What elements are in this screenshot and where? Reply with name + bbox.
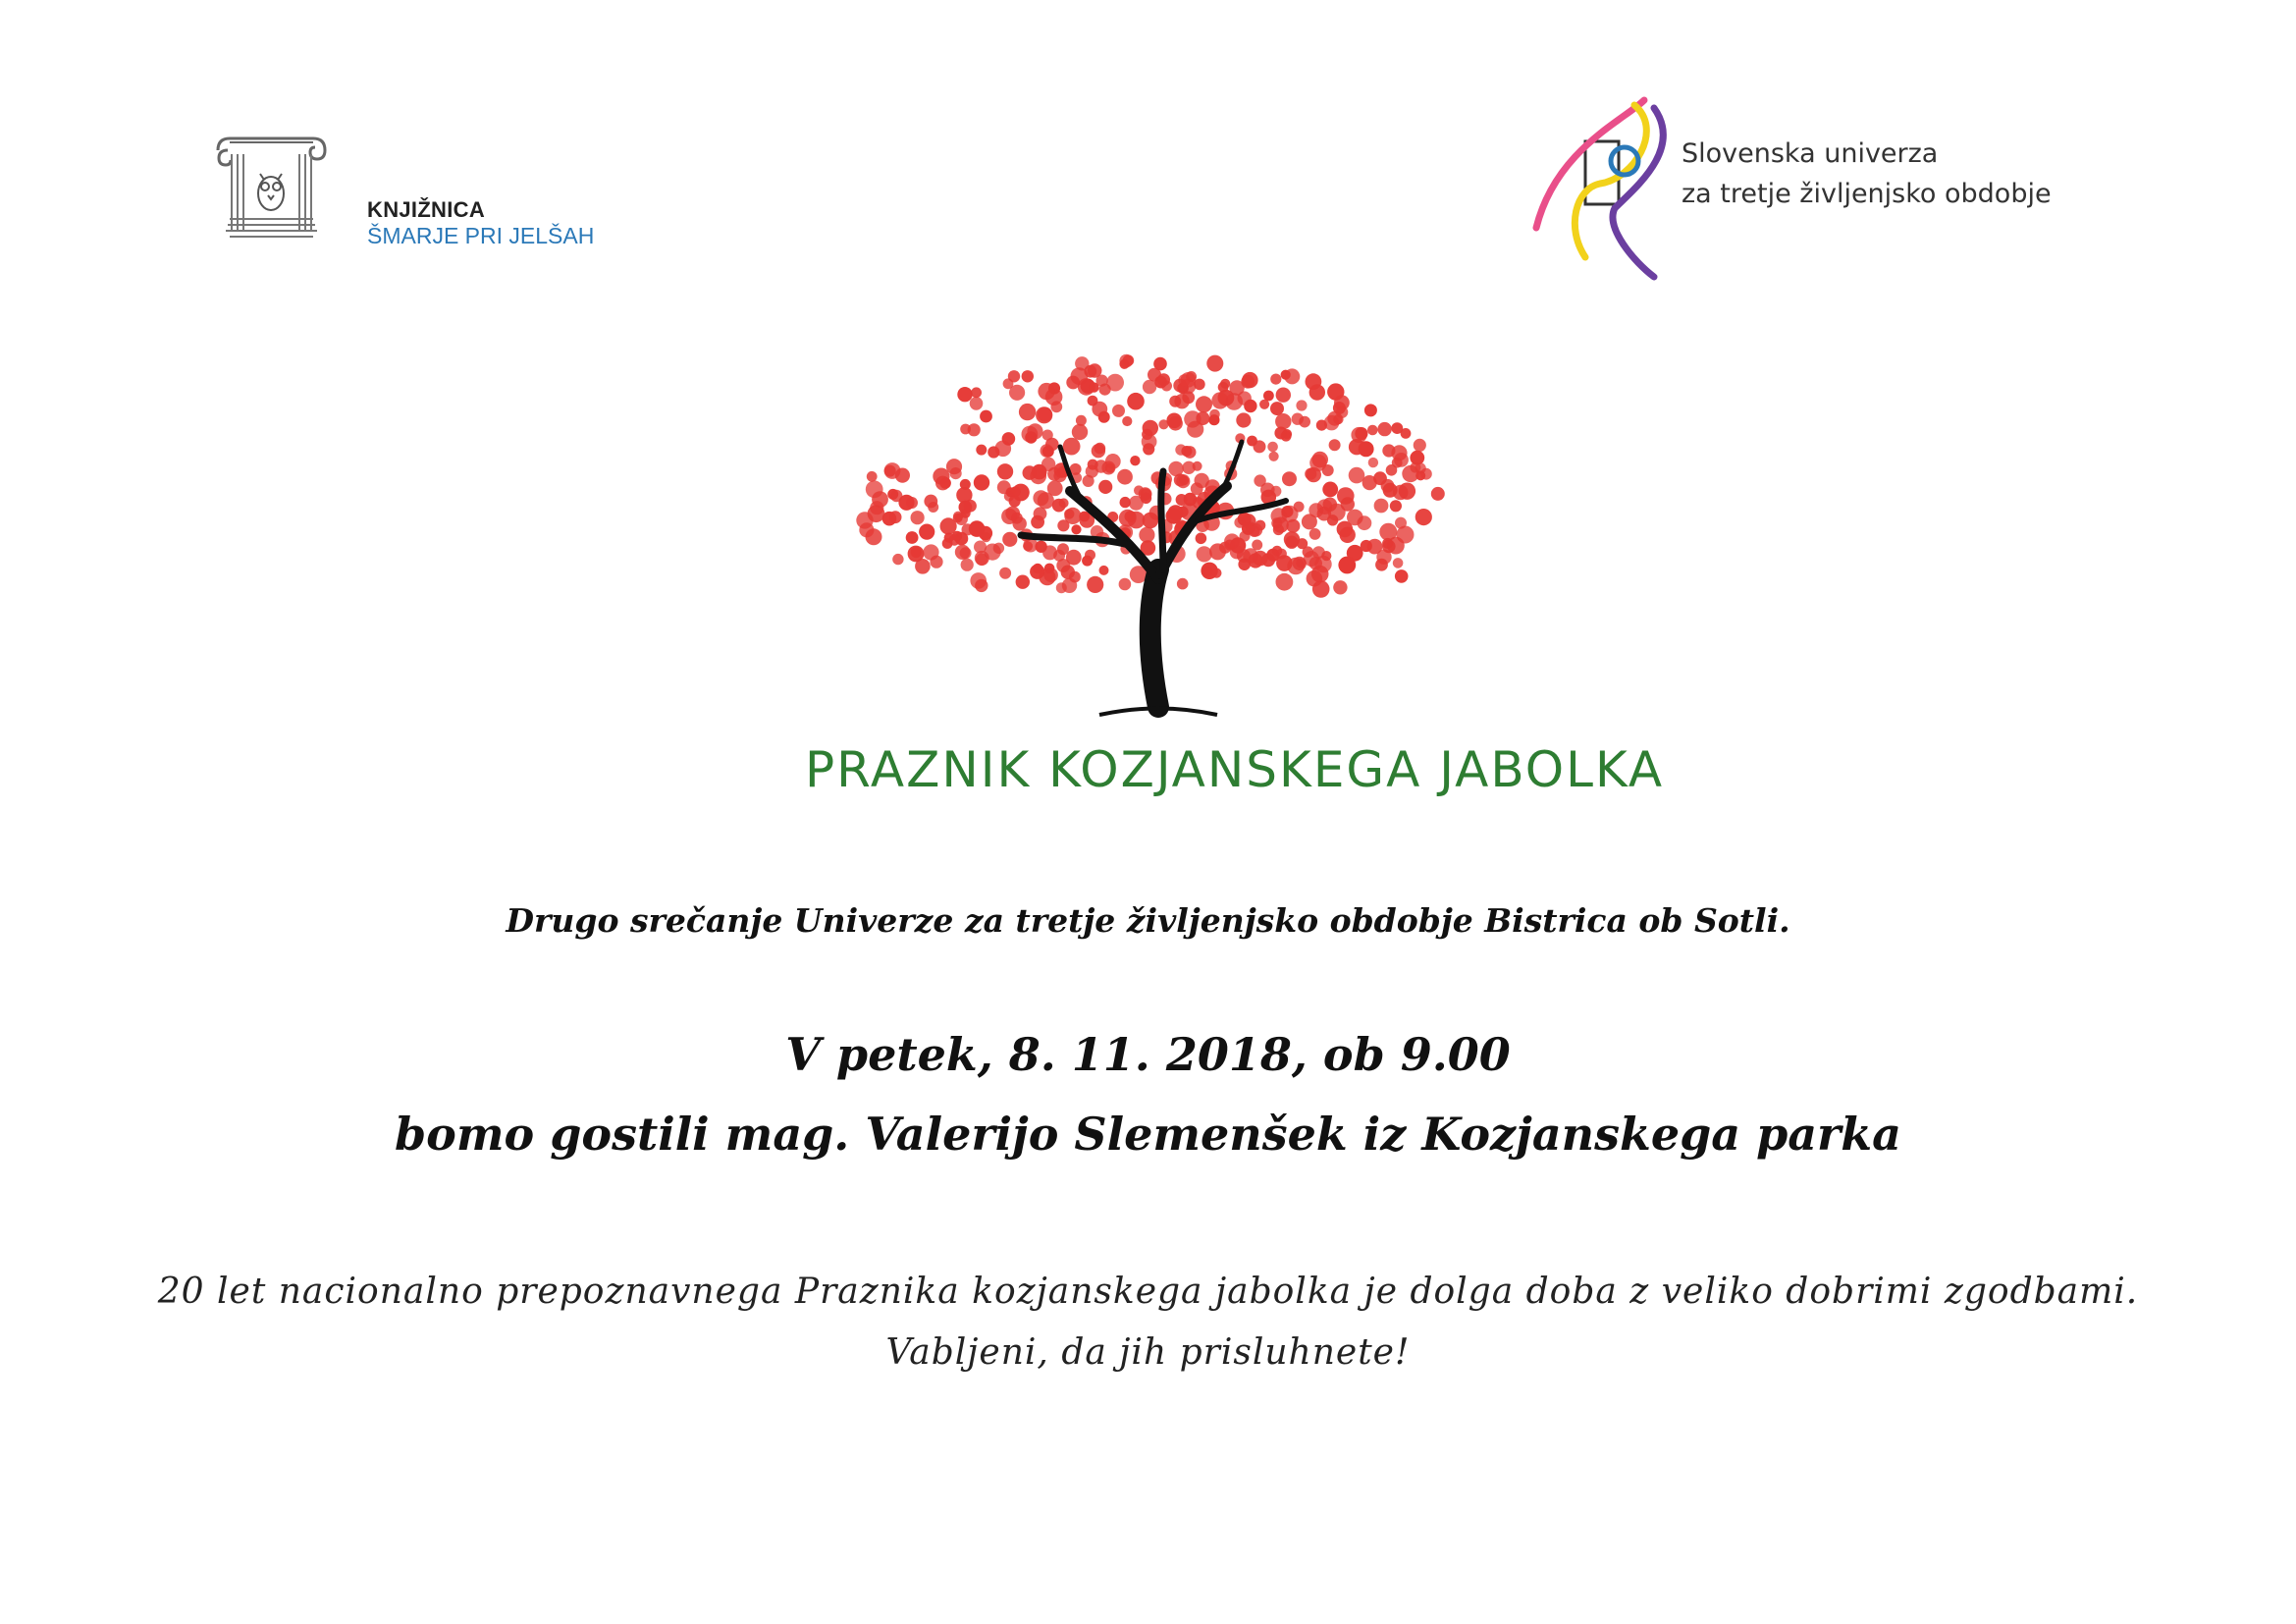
library-column-icon [210,133,333,245]
university-ribbon-icon [1517,90,1693,287]
apple-tree-illustration [834,344,1472,727]
university-line2: za tretje življenjsko obdobje [1682,179,2052,209]
description-line-2: Vabljeni, da jih prisluhnete! [885,1332,1411,1373]
library-place: ŠMARJE PRI JELŠAH [367,223,595,248]
event-date: V petek, 8. 11. 2018, ob 9.00 [785,1028,1511,1081]
intro-text: Drugo srečanje Univerze za tretje življenjsko obdobje Bistrica ob Sotli. [506,901,1790,940]
library-text [367,196,594,249]
event-logo-title: PRAZNIK KOZJANSKEGA JABOLKA [805,741,1665,798]
library-name: KNJIŽNICA [367,197,486,222]
university-text [1682,134,2052,214]
university-line1: Slovenska univerza [1682,138,1939,169]
university-logo [1517,90,2066,287]
event-guest: bomo gostili mag. Valerijo Slemenšek iz Kozjanskega parka [395,1108,1901,1161]
apple-tree-icon [834,344,1472,727]
description-line-1: 20 let nacionalno prepoznavnega Praznika kozjanskega jabolka je dolga doba z veliko dobrimi zgodbami. [157,1272,2139,1312]
library-logo [210,133,622,250]
